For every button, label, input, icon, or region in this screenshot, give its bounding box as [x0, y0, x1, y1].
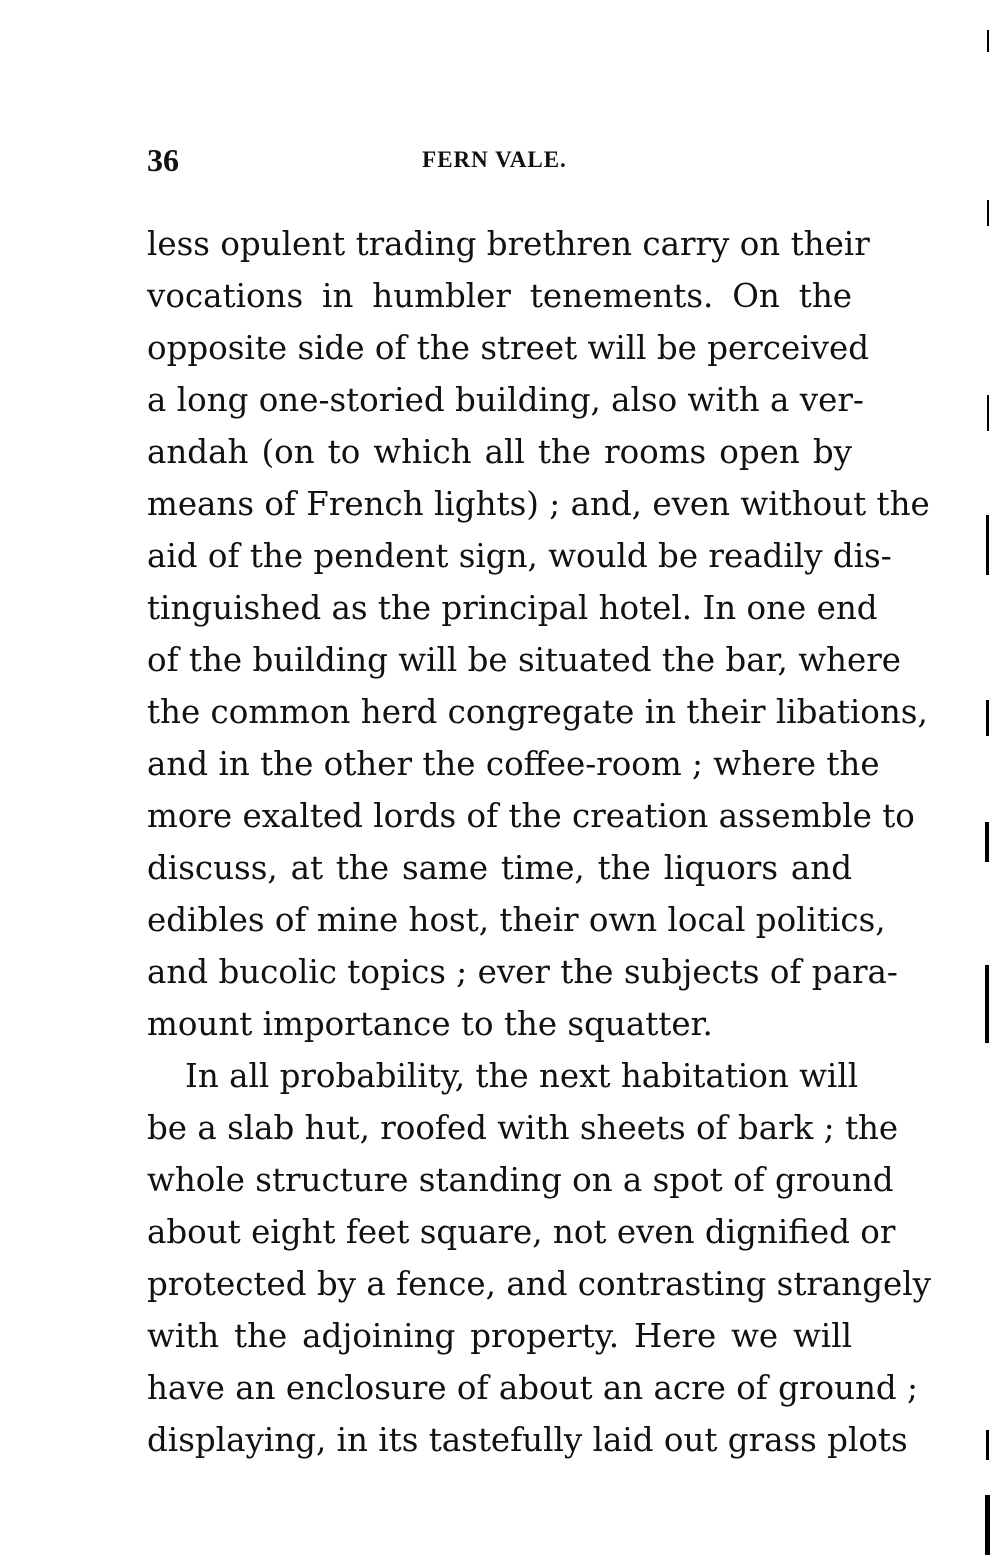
scan-edge-mark — [985, 822, 989, 862]
text-line: more exalted lords of the creation assemble to — [147, 797, 915, 835]
text-line: the common herd congregate in their libations, — [147, 693, 928, 731]
text-line: a long one-storied building, also with a ver- — [147, 381, 864, 419]
scan-edge-mark — [987, 200, 989, 226]
scan-edge-mark — [985, 965, 989, 1043]
scan-edge-mark — [986, 700, 989, 736]
text-line: displaying, in its tastefully laid out grass plots — [147, 1421, 908, 1459]
text-line: protected by a fence, and contrasting strangely — [147, 1265, 932, 1303]
text-line: aid of the pendent sign, would be readily dis- — [147, 537, 892, 575]
text-line: tinguished as the principal hotel. In one end — [147, 589, 878, 627]
text-line: about eight feet square, not even dignified or — [147, 1213, 896, 1251]
text-line: edibles of mine host, their own local politics, — [147, 901, 886, 939]
text-line: opposite side of the street will be perceived — [147, 329, 869, 367]
text-line: mount importance to the squatter. — [147, 1005, 713, 1043]
text-line: and in the other the coffee-room ; where the — [147, 745, 880, 783]
scan-edge-mark — [986, 1430, 989, 1460]
scan-edge-mark — [985, 1495, 990, 1555]
text-line: and bucolic topics ; ever the subjects of para- — [147, 953, 898, 991]
text-line: whole structure standing on a spot of ground — [147, 1161, 894, 1199]
scan-edge-mark — [987, 395, 989, 431]
text-line: be a slab hut, roofed with sheets of bark ; the — [147, 1109, 899, 1147]
text-line: have an enclosure of about an acre of ground ; — [147, 1369, 919, 1407]
text-line: In all probability, the next habitation will — [185, 1057, 859, 1095]
running-title: FERN VALE. — [422, 147, 567, 172]
page-header — [147, 140, 852, 180]
text-line: means of French lights) ; and, even without the — [147, 485, 930, 523]
text-line: with the adjoining property. Here we will — [147, 1317, 852, 1355]
text-line: andah (on to which all the rooms open by — [147, 433, 852, 471]
text-line: of the building will be situated the bar, where — [147, 641, 901, 679]
text-line: discuss, at the same time, the liquors and — [147, 849, 852, 887]
text-line: vocations in humbler tenements. On the — [147, 277, 852, 315]
text-line: less opulent trading brethren carry on their — [147, 225, 870, 263]
scan-edge-mark — [987, 30, 989, 52]
page-number: 36 — [147, 142, 179, 178]
scan-edge-mark — [986, 515, 989, 575]
body-text — [147, 218, 932, 1466]
